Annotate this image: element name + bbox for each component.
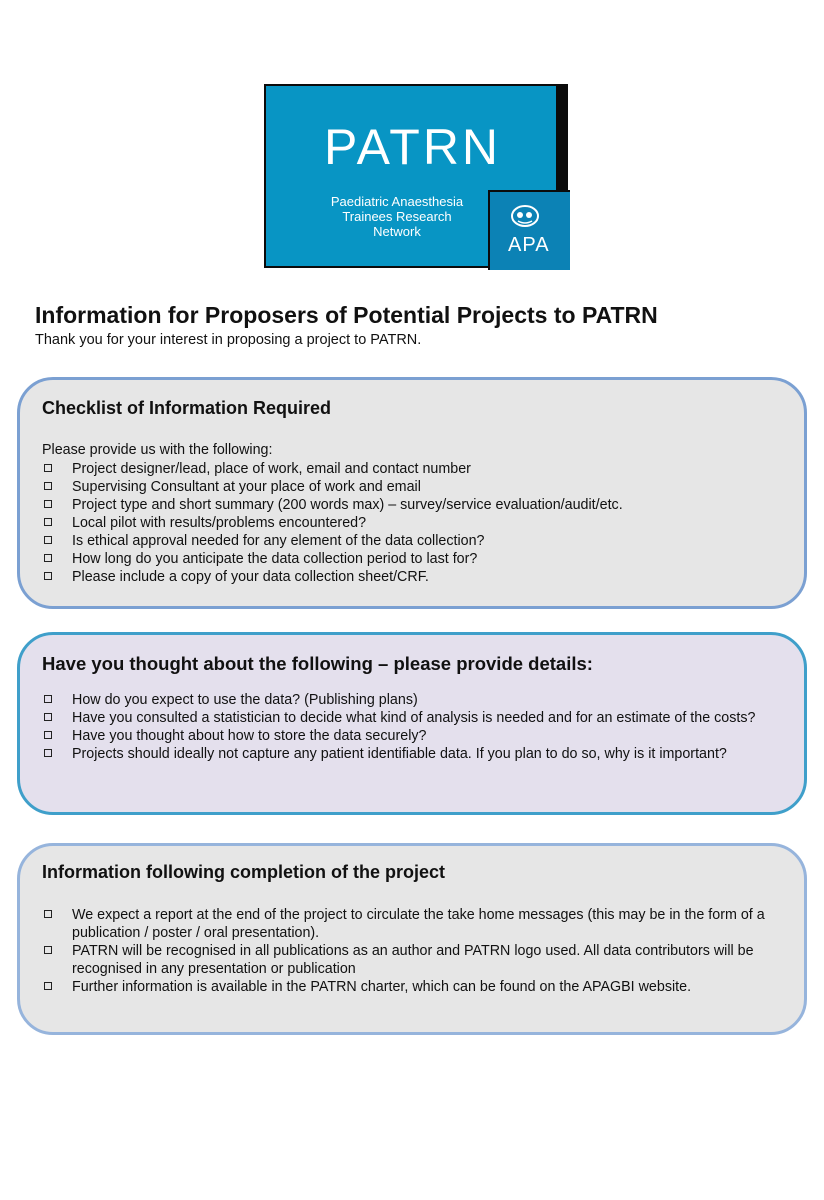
logo-subtitle-line: Network — [373, 224, 421, 239]
checkbox-icon — [44, 500, 52, 508]
checklist-item-text: Projects should ideally not capture any patient identifiable data. If you plan to do so, why is it important? — [72, 746, 727, 762]
checklist-item-text: Is ethical approval needed for any element of the data collection? — [72, 533, 485, 549]
intro-text: Thank you for your interest in proposing a project to PATRN. — [35, 332, 422, 348]
checkbox-icon — [44, 695, 52, 703]
checklist-item — [42, 496, 787, 514]
checklist-item-text: Have you thought about how to store the data securely? — [72, 728, 427, 744]
checkbox-icon — [44, 518, 52, 526]
checklist-item — [42, 460, 787, 478]
checkbox-icon — [44, 554, 52, 562]
checkbox-icon — [44, 946, 52, 954]
checklist-section — [17, 377, 807, 609]
checklist-item — [42, 727, 787, 745]
considerations-items — [42, 691, 787, 763]
checklist-item-text: PATRN will be recognised in all publications as an author and PATRN logo used. All data contributors will be recognised in any presentation or publication — [72, 943, 754, 977]
checkbox-icon — [44, 464, 52, 472]
checklist-item-text: How long do you anticipate the data collection period to last for? — [72, 551, 478, 567]
page-title: Information for Proposers of Potential Projects to PATRN — [35, 302, 658, 328]
logo-subtitle-line: Trainees Research — [342, 209, 452, 224]
checkbox-icon — [44, 713, 52, 721]
checklist-item — [42, 709, 787, 727]
checklist-item — [42, 550, 787, 568]
checklist-item — [42, 568, 787, 586]
checklist-item-text: We expect a report at the end of the project to circulate the take home messages (this may be in the form of a publication / poster / oral presentation). — [72, 907, 765, 941]
checklist-item-text: Have you consulted a statistician to decide what kind of analysis is needed and for an estimate of the costs? — [72, 710, 756, 726]
checkbox-icon — [44, 982, 52, 990]
checklist-item-text: Local pilot with results/problems encountered? — [72, 515, 367, 531]
checklist-item — [42, 745, 787, 763]
completion-items — [42, 906, 787, 996]
logo-subtitle — [322, 194, 472, 239]
section-title: Information following completion of the project — [42, 862, 445, 882]
checklist-item-text: Project type and short summary (200 words max) – survey/service evaluation/audit/etc. — [72, 497, 623, 513]
checklist-item — [42, 942, 787, 978]
checklist-item — [42, 514, 787, 532]
checkbox-icon — [44, 536, 52, 544]
checklist-item — [42, 978, 787, 996]
apa-badge — [488, 190, 570, 270]
section-lead: Please provide us with the following: — [42, 442, 273, 458]
apa-badge-text: APA — [508, 234, 550, 256]
checklist-item-text: Please include a copy of your data collection sheet/CRF. — [72, 569, 429, 585]
completion-section — [17, 843, 807, 1035]
checklist-item-text: Supervising Consultant at your place of work and email — [72, 479, 421, 495]
checklist-item-text: How do you expect to use the data? (Publishing plans) — [72, 692, 418, 708]
checklist-item — [42, 906, 787, 942]
checkbox-icon — [44, 482, 52, 490]
checklist-item-text: Project designer/lead, place of work, email and contact number — [72, 461, 471, 477]
checkbox-icon — [44, 572, 52, 580]
logo-subtitle-line: Paediatric Anaesthesia — [330, 194, 464, 209]
checkbox-icon — [44, 749, 52, 757]
checklist-item-text: Further information is available in the PATRN charter, which can be found on the APAGBI website. — [72, 979, 692, 995]
logo-title: PATRN — [324, 119, 502, 175]
checkbox-icon — [44, 910, 52, 918]
section-title: Checklist of Information Required — [42, 398, 332, 418]
checklist-item — [42, 478, 787, 496]
checkbox-icon — [44, 731, 52, 739]
checklist-items — [42, 460, 787, 586]
apa-emblem-icon — [510, 204, 540, 228]
patrn-logo — [264, 84, 568, 268]
section-title: Have you thought about the following – please provide details: — [42, 653, 593, 674]
checklist-item — [42, 532, 787, 550]
considerations-section — [17, 632, 807, 815]
checklist-item — [42, 691, 787, 709]
